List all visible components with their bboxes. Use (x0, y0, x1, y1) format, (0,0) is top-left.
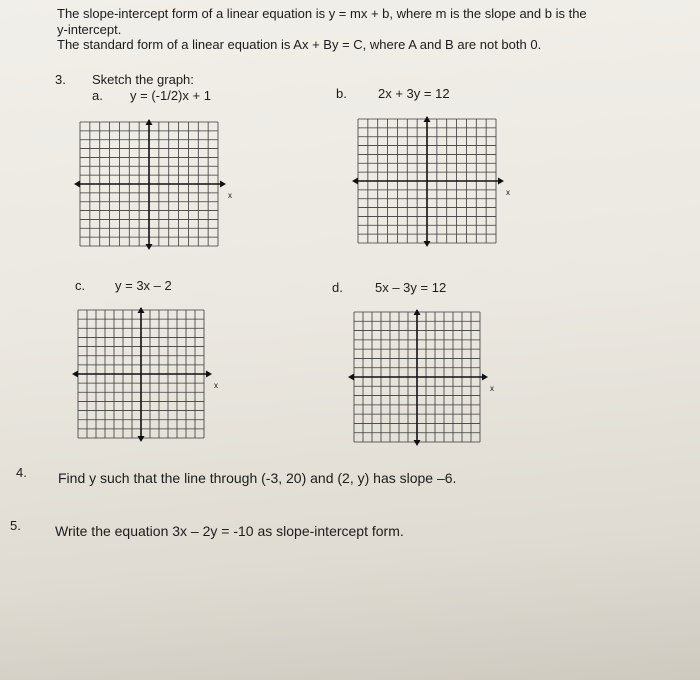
q3-number: 3. (55, 72, 66, 87)
coordinate-grid-b (346, 115, 516, 251)
part-b-equation: 2x + 3y = 12 (378, 86, 450, 101)
x-axis-arrow-left-icon (348, 374, 354, 381)
y-axis-arrow-down-icon (424, 241, 431, 247)
part-d-letter: d. (332, 280, 343, 295)
x-axis-arrow-left-icon (74, 181, 80, 188)
part-a-equation: y = (-1/2)x + 1 (130, 88, 211, 103)
x-axis-arrow-left-icon (352, 178, 358, 185)
part-a-letter: a. (92, 88, 103, 103)
part-c-equation: y = 3x – 2 (115, 278, 172, 293)
x-axis-label: x (228, 191, 232, 200)
x-axis-arrow-right-icon (220, 181, 226, 188)
y-axis-arrow-down-icon (414, 440, 421, 446)
x-axis-label: x (214, 381, 218, 390)
coordinate-grid-d (342, 308, 500, 450)
coordinate-grid-c (66, 306, 224, 446)
intro-line-1: The slope-intercept form of a linear equation is y = mx + b, where m is the slope and b is the (57, 6, 587, 21)
q4-text: Find y such that the line through (-3, 20) and (2, y) has slope –6. (58, 470, 457, 486)
y-axis-arrow-down-icon (138, 436, 145, 442)
q4-number: 4. (16, 465, 27, 480)
x-axis-arrow-right-icon (482, 374, 488, 381)
x-axis-arrow-left-icon (72, 371, 78, 378)
q3-prompt: Sketch the graph: (92, 72, 194, 87)
coordinate-grid-a (68, 118, 238, 254)
part-b-letter: b. (336, 86, 347, 101)
q5-number: 5. (10, 518, 21, 533)
x-axis-label: x (490, 384, 494, 393)
intro-line-2: y-intercept. (57, 22, 122, 37)
part-c-letter: c. (75, 278, 86, 293)
intro-line-3: The standard form of a linear equation is Ax + By = C, where A and B are not both 0. (57, 37, 542, 52)
y-axis-arrow-down-icon (146, 244, 153, 250)
x-axis-arrow-right-icon (498, 178, 504, 185)
q5-text: Write the equation 3x – 2y = -10 as slope-intercept form. (55, 523, 404, 539)
x-axis-arrow-right-icon (206, 371, 212, 378)
part-d-equation: 5x – 3y = 12 (375, 280, 447, 295)
x-axis-label: x (506, 188, 510, 197)
